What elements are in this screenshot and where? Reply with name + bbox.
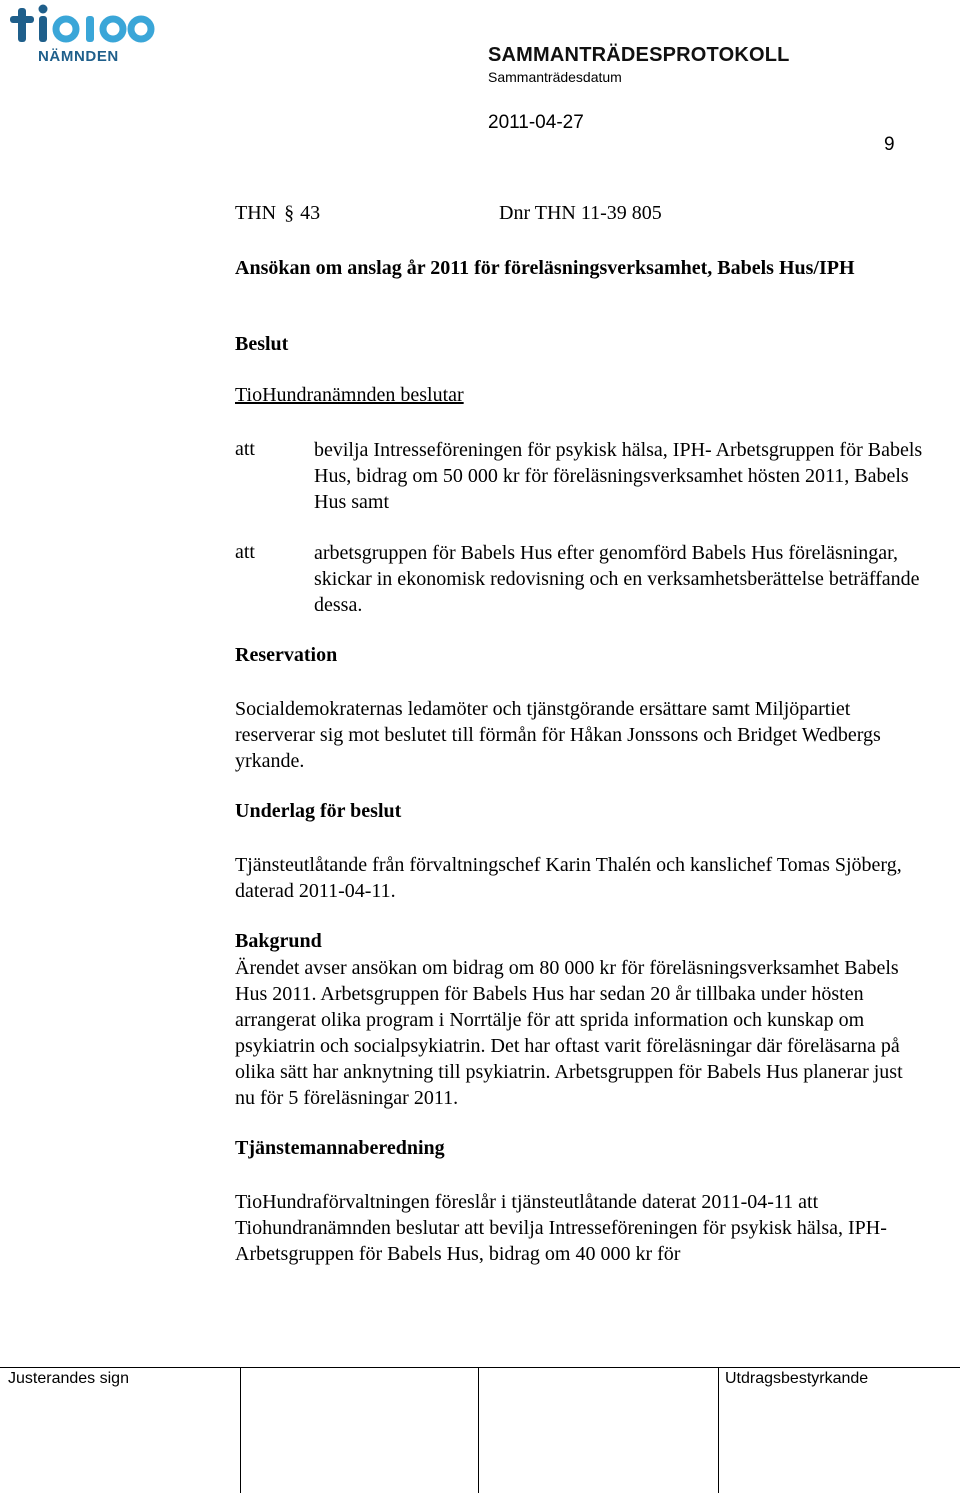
case-dnr: Dnr THN 11-39 805 [499,202,662,224]
preparation-text: TioHundraförvaltningen föreslår i tjänsteutlåtande daterat 2011-04-11 att Tiohundranämnden beslutar att bevilja Intresseföreningen för psykisk hälsa, IPH- Arbetsgruppen för Babels Hus, bidrag om 40 000 kr för [235,1191,887,1265]
footer-divider [478,1368,479,1493]
background-heading: Bakgrund [235,930,322,952]
page-number: 9 [884,134,895,155]
footer-signature-label: Justerandes sign [8,1370,129,1387]
footer-divider [240,1368,241,1493]
case-reference [235,202,320,225]
decision-item-label: att [235,438,255,460]
date-value: 2011-04-27 [488,112,584,133]
case-number: 43 [300,202,321,224]
logo-subtext: NÄMNDEN [38,48,119,65]
document-title: SAMMANTRÄDESPROTOKOLL [488,44,790,66]
footer-certification-label: Utdragsbestyrkande [725,1370,869,1387]
footer-rule [0,1367,960,1368]
decision-item-text: bevilja Intresseföreningen för psykisk hälsa, IPH- Arbetsgruppen för Babels Hus, bidrag om 50 000 kr för föreläsningsverksamhet hösten 2011, Babels Hus samt [314,439,923,513]
decision-subheading: TioHundranämnden beslutar [235,384,464,406]
case-section: THN [235,202,277,224]
footer-divider [718,1368,719,1493]
preparation-heading: Tjänstemannaberedning [235,1137,445,1159]
decision-item-label: att [235,541,255,563]
reservation-text: Socialdemokraternas ledamöter och tjänstgörande ersättare samt Miljöpartiet reserverar sig mot beslutet till förmån för Håkan Jonssons och Bridget Wedbergs yrkande. [235,698,881,772]
basis-text: Tjänsteutlåtande från förvaltningschef Karin Thalén och kanslichef Tomas Sjöberg, daterad 2011-04-11. [235,854,902,902]
decision-heading: Beslut [235,333,289,355]
tio100-logo [6,2,166,70]
decision-item-text: arbetsgruppen för Babels Hus efter genomförd Babels Hus föreläsningar, skickar in ekonomisk redovisning och en verksamhetsberättelse beträffande dessa. [314,542,920,616]
basis-heading: Underlag för beslut [235,800,402,822]
reservation-heading: Reservation [235,644,338,666]
paragraph-sign: § [284,202,295,224]
case-title: Ansökan om anslag år 2011 för föreläsningsverksamhet, Babels Hus/IPH [235,257,855,279]
date-label: Sammanträdesdatum [488,69,622,85]
background-text: Ärendet avser ansökan om bidrag om 80 000 kr för föreläsningsverksamhet Babels Hus 2011. Arbetsgruppen för Babels Hus har sedan 20 år tillbaka under hösten arrangerat olika program i Norrtälje för att sprida information och kunskap om psykiatrin och socialpsykiatrin. Det har oftast varit föreläsningar där föreläsarna på olika sätt har anknytning till psykiatrin. Arbetsgruppen för Babels Hus planerar just nu för 5 föreläsningar 2011. [235,957,903,1109]
